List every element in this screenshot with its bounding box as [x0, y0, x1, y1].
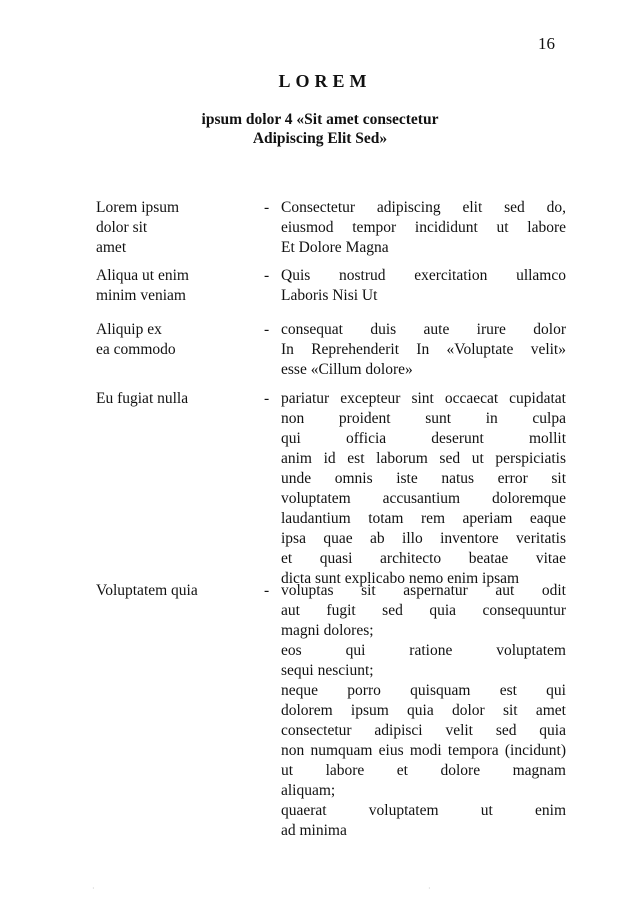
row-content [281, 320, 566, 380]
content-line: consequat duis aute irure dolor [281, 321, 566, 338]
content-line: Quis nostrud exercitation ullamco [281, 267, 566, 284]
row-dash: - [264, 321, 270, 338]
content-line: magni dolores; [281, 622, 374, 639]
content-line: pariatur excepteur sint occaecat cupidatat [281, 390, 566, 407]
label-line: dolor sit [96, 219, 148, 236]
content-line: ut labore et dolore magnam [281, 762, 566, 779]
row-label [96, 198, 256, 258]
content-line: laudantium totam rem aperiam eaque [281, 510, 566, 527]
row-content [281, 389, 566, 589]
content-line: quaerat voluptatem ut enim [281, 802, 566, 819]
document-subtitle-line-1: ipsum dolor 4 «Sit amet consectetur [201, 111, 439, 128]
row-dash: - [264, 390, 270, 407]
content-line: anim id est laborum sed ut perspiciatis [281, 450, 566, 467]
content-line: Et Dolore Magna [281, 239, 389, 256]
label-line: ea commodo [96, 341, 176, 358]
label-line: Aliqua ut enim [96, 267, 189, 284]
row-dash: - [264, 582, 270, 599]
content-line: consectetur adipisci velit sed quia [281, 722, 566, 739]
content-line: sequi nesciunt; [281, 662, 374, 679]
content-line: non numquam eius modi tempora (incidunt) [281, 742, 566, 759]
content-line: ad minima [281, 822, 347, 839]
label-line: minim veniam [96, 287, 186, 304]
content-line: eiusmod tempor incididunt ut labore [281, 219, 566, 236]
content-line: esse «Cillum dolore» [281, 361, 413, 378]
row-label [96, 266, 256, 306]
content-line: Laboris Nisi Ut [281, 287, 378, 304]
content-line: In Reprehenderit In «Voluptate velit» [281, 341, 566, 358]
content-line: eos qui ratione voluptatem [281, 642, 566, 659]
label-line: Aliquip ex [96, 321, 162, 338]
row-dash: - [264, 199, 270, 216]
content-line: et quasi architecto beatae vitae [281, 550, 566, 567]
row-label [96, 581, 256, 601]
row-content [281, 198, 566, 258]
content-line: neque porro quisquam est qui [281, 682, 566, 699]
content-line: ipsa quae ab illo inventore veritatis [281, 530, 566, 547]
row-content [281, 266, 566, 306]
document-subtitle-line-2: Adipiscing Elit Sed» [252, 130, 388, 147]
content-line: aut fugit sed quia consequuntur [281, 602, 566, 619]
content-line: aliquam; [281, 782, 336, 799]
content-line: unde omnis iste natus error sit [281, 470, 566, 487]
label-line: Eu fugiat nulla [96, 390, 189, 407]
label-line: Voluptatem quia [96, 582, 198, 599]
content-line: qui officia deserunt mollit [281, 430, 566, 447]
row-dash: - [264, 267, 270, 284]
scan-mark: · [92, 884, 95, 893]
content-line: non proident sunt in culpa [281, 410, 566, 427]
content-line: dicta sunt explicabo nemo enim ipsam [281, 570, 520, 587]
content-line: Consectetur adipiscing elit sed do, [281, 199, 566, 216]
row-content [281, 581, 566, 841]
scan-mark: · [428, 884, 431, 893]
row-label [96, 389, 256, 409]
content-line: dolorem ipsum quia dolor sit amet [281, 702, 566, 719]
label-line: amet [96, 239, 127, 256]
page-number: 16 [538, 34, 555, 53]
label-line: Lorem ipsum [96, 199, 180, 216]
content-line: voluptas sit aspernatur aut odit [281, 582, 566, 599]
content-line: voluptatem accusantium doloremque [281, 490, 566, 507]
row-label [96, 320, 256, 360]
document-title: LOREM [278, 71, 372, 91]
